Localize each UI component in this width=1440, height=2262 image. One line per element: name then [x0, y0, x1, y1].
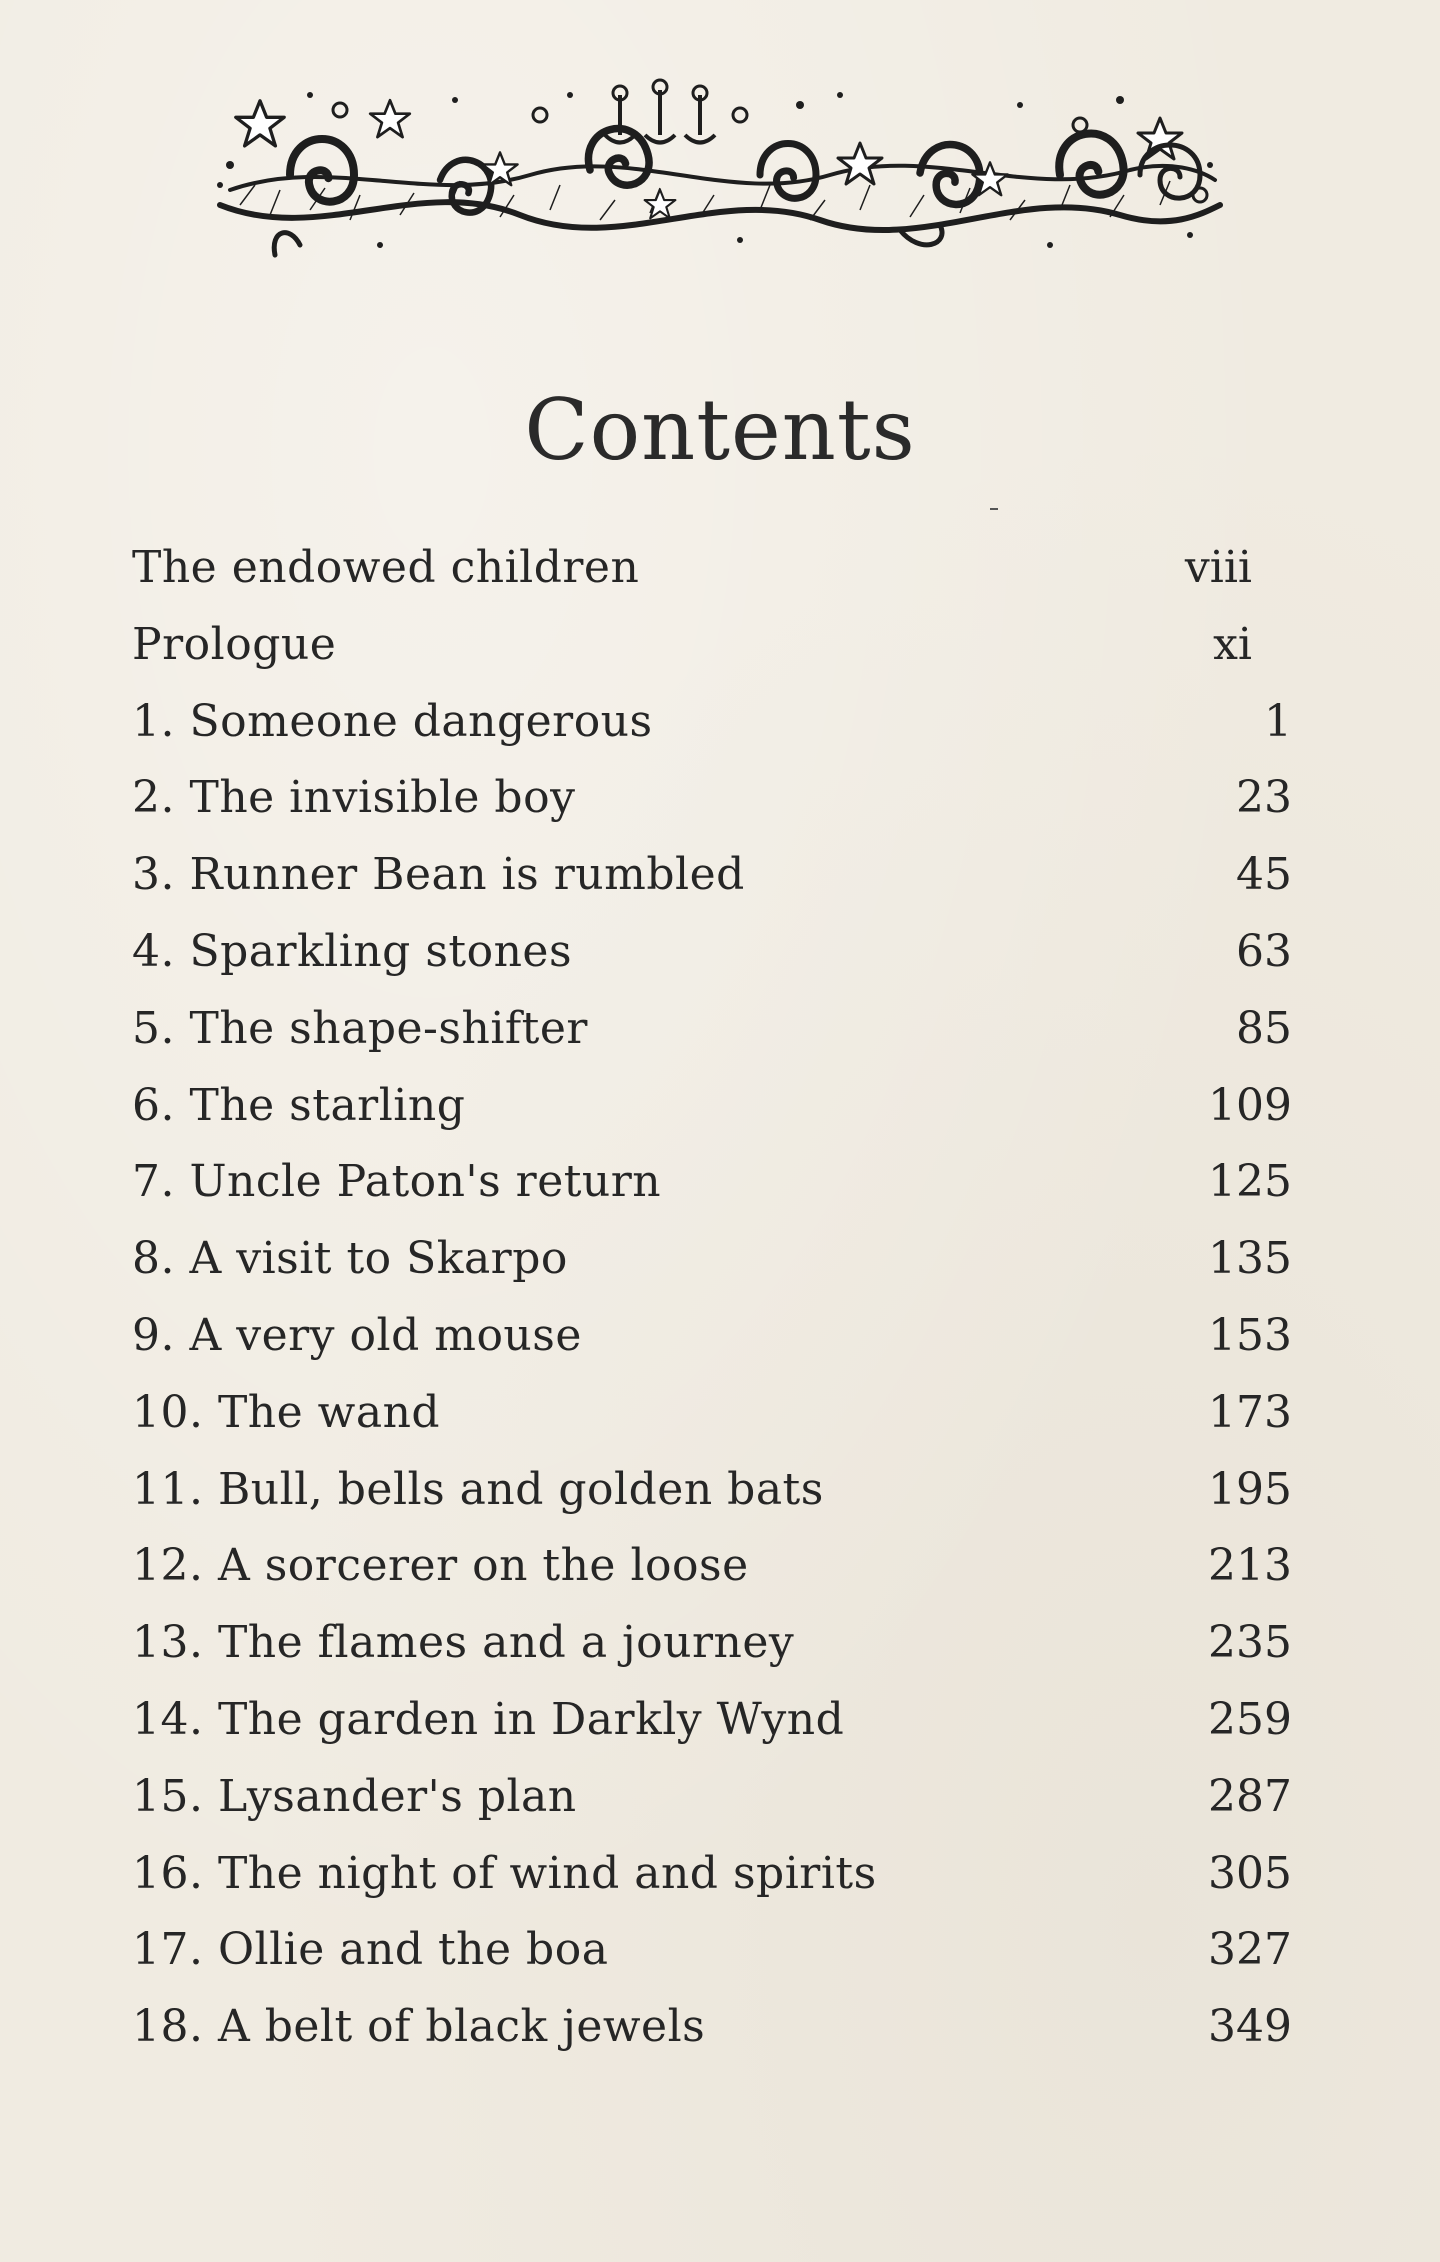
toc-entry-chapter-5[interactable]	[132, 991, 1292, 1068]
toc-entry-label: 6. The starling	[132, 1079, 466, 1131]
toc-entry-page: 135	[1208, 1233, 1292, 1285]
toc-entry-chapter-13[interactable]	[132, 1605, 1292, 1682]
toc-entry-label: 11. Bull, bells and golden bats	[132, 1463, 824, 1515]
toc-entry-chapter-1[interactable]	[132, 684, 1292, 761]
toc-entry-chapter-7[interactable]	[132, 1144, 1292, 1221]
toc-entry-label: 16. The night of wind and spirits	[132, 1847, 877, 1899]
toc-entry-page: 173	[1208, 1386, 1292, 1438]
toc-entry-chapter-4[interactable]	[132, 914, 1292, 991]
toc-entry-label: The endowed children	[132, 542, 640, 593]
toc-entry-page: 195	[1208, 1463, 1292, 1515]
toc-entry-chapter-18[interactable]	[132, 1989, 1292, 2066]
toc-entry-page: 109	[1208, 1079, 1292, 1131]
toc-entry-page: 63	[1236, 925, 1292, 977]
toc-entry-chapter-14[interactable]	[132, 1682, 1292, 1759]
toc-entry-chapter-2[interactable]	[132, 760, 1292, 837]
toc-entry-label: 15. Lysander's plan	[132, 1770, 577, 1822]
toc-entry-chapter-12[interactable]	[132, 1528, 1292, 1605]
toc-entry-label: Prologue	[132, 618, 337, 670]
toc-entry-chapter-17[interactable]	[132, 1912, 1292, 1989]
toc-entry-chapter-16[interactable]	[132, 1836, 1292, 1913]
toc-entry-page: xi	[1213, 618, 1252, 670]
toc-entry-label: 12. A sorcerer on the loose	[132, 1540, 749, 1592]
decorative-banner-icon	[200, 55, 1230, 275]
toc-entry-page: viii	[1184, 542, 1252, 593]
toc-entry-chapter-9[interactable]	[132, 1298, 1292, 1375]
toc-entry-page: 235	[1208, 1617, 1292, 1669]
toc-entry-chapter-8[interactable]	[132, 1221, 1292, 1298]
toc-entry-label: 14. The garden in Darkly Wynd	[132, 1693, 845, 1745]
toc-entry-chapter-10[interactable]	[132, 1375, 1292, 1452]
toc-entry-label: 10. The wand	[132, 1386, 441, 1438]
toc-entry-label: 5. The shape-shifter	[132, 1002, 588, 1054]
table-of-contents	[132, 530, 1292, 2066]
toc-entry-page: 213	[1208, 1540, 1292, 1592]
toc-entry-chapter-6[interactable]	[132, 1068, 1292, 1145]
toc-entry-label: 1. Someone dangerous	[132, 695, 653, 747]
toc-entry-label: 4. Sparkling stones	[132, 925, 573, 977]
toc-entry-page: 1	[1264, 695, 1292, 747]
toc-entry-page: 153	[1208, 1309, 1292, 1361]
toc-entry-label: 7. Uncle Paton's return	[132, 1156, 662, 1208]
toc-entry-label: 3. Runner Bean is rumbled	[132, 849, 745, 901]
toc-entry-page: 23	[1236, 772, 1292, 824]
toc-entry-chapter-3[interactable]	[132, 837, 1292, 914]
toc-entry-page: 287	[1208, 1770, 1292, 1822]
toc-entry-page: 305	[1208, 1847, 1292, 1899]
toc-entry-label: 8. A visit to Skarpo	[132, 1233, 568, 1285]
toc-entry-label: 17. Ollie and the boa	[132, 1924, 609, 1976]
toc-entry-label: 2. The invisible boy	[132, 772, 576, 824]
toc-entry-page: 125	[1208, 1156, 1292, 1208]
toc-entry-page: 85	[1236, 1002, 1292, 1054]
toc-entry-chapter-11[interactable]	[132, 1452, 1292, 1529]
toc-entry-page: 259	[1208, 1693, 1292, 1745]
toc-entry-label: 9. A very old mouse	[132, 1309, 582, 1361]
toc-entry-label: 13. The flames and a journey	[132, 1617, 795, 1669]
toc-entry-endowed-children[interactable]	[132, 530, 1292, 607]
toc-entry-label: 18. A belt of black jewels	[132, 2001, 706, 2053]
page-title: Contents	[524, 381, 916, 480]
toc-entry-prologue[interactable]	[132, 607, 1292, 684]
toc-entry-page: 45	[1236, 849, 1292, 901]
toc-entry-page: 327	[1208, 1924, 1292, 1976]
print-speck	[990, 508, 998, 510]
toc-entry-page: 349	[1208, 2001, 1292, 2053]
toc-entry-chapter-15[interactable]	[132, 1759, 1292, 1836]
